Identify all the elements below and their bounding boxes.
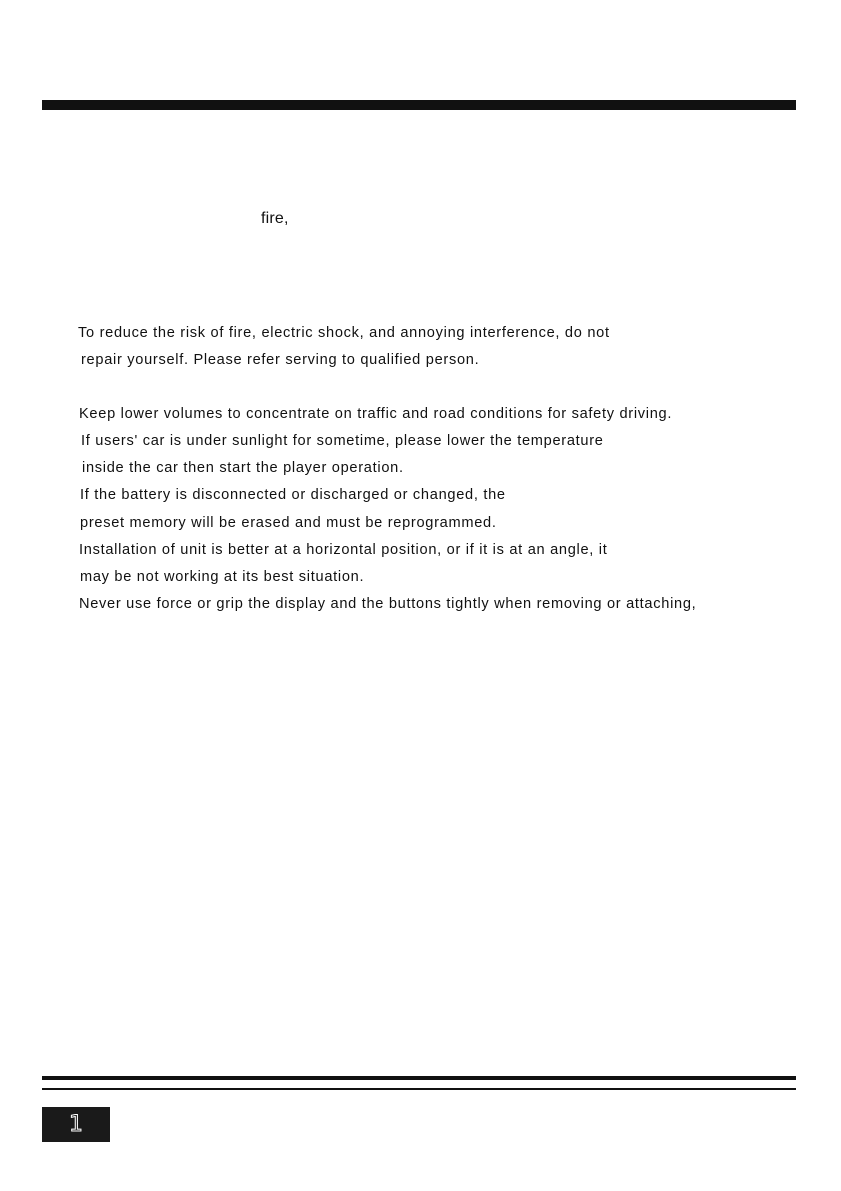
page-number-badge bbox=[42, 1107, 110, 1142]
caution-line-4: If the battery is disconnected or discharged or changed, the bbox=[80, 487, 506, 503]
caution-line-6: Installation of unit is better at a horizontal position, or if it is at an angle, it bbox=[79, 542, 608, 558]
caution-line-2: If users' car is under sunlight for sometime, please lower the temperature bbox=[81, 433, 604, 449]
caution-line-1: Keep lower volumes to concentrate on traffic and road conditions for safety driving. bbox=[79, 406, 673, 422]
caution-line-3: inside the car then start the player operation. bbox=[82, 460, 404, 476]
header-rule bbox=[42, 100, 796, 110]
warning-line-1: To reduce the risk of fire, electric shock, and annoying interference, do not bbox=[78, 325, 610, 341]
caution-line-7: may be not working at its best situation. bbox=[80, 569, 365, 585]
footer-rule-thick bbox=[42, 1076, 796, 1080]
caution-line-8: Never use force or grip the display and the buttons tightly when removing or attaching, bbox=[79, 596, 697, 612]
text-fragment: fire, bbox=[261, 210, 289, 227]
page-number: 1 bbox=[69, 1112, 83, 1137]
footer-rule-thin bbox=[42, 1088, 796, 1090]
warning-line-2: repair yourself. Please refer serving to qualified person. bbox=[81, 352, 480, 368]
caution-line-5: preset memory will be erased and must be reprogrammed. bbox=[80, 515, 497, 531]
